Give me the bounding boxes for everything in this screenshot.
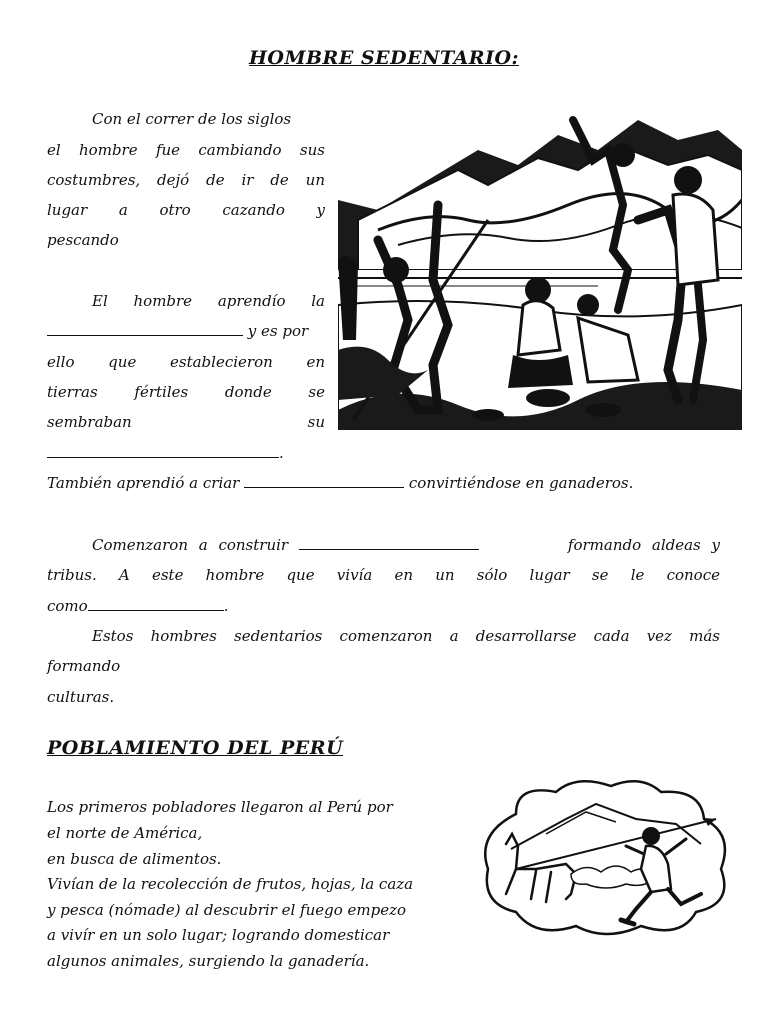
fill-blank-5[interactable]: [88, 596, 224, 611]
paragraph-5-line-2: formando: [47, 657, 121, 675]
paragraph-2-line-5: sembraban su: [47, 413, 325, 431]
fill-blank-1[interactable]: [47, 321, 243, 336]
paragraph-1-line-2: el hombre fue cambiando sus: [47, 141, 325, 159]
paragraph-1-line-3: costumbres, dejó de ir de un: [47, 171, 325, 189]
paragraph-4-line-3-before: como: [47, 597, 88, 615]
section-2-line-4: Vivían de la recolección de frutos, hojas, la caza: [47, 875, 414, 893]
fill-blank-3[interactable]: [244, 473, 404, 488]
section-2-line-2: el norte de América,: [47, 824, 203, 842]
paragraph-4-line-1-before: Comenzaron a construir: [92, 536, 299, 554]
paragraph-4-line-1: [92, 535, 720, 555]
paragraph-5-line-3: culturas.: [47, 688, 115, 706]
paragraph-2-line-2: [47, 321, 327, 341]
paragraph-1-line-1: Con el correr de los siglos: [92, 110, 292, 128]
section-2-line-5: y pesca (nómade) al descubrir el fuego empezo: [47, 901, 407, 919]
paragraph-2-line-1: El hombre aprendío la: [92, 292, 325, 310]
paragraph-3-before: También aprendió a criar: [47, 474, 245, 492]
section-2-line-6: a vivír en un solo lugar; logrando domesticar: [47, 926, 390, 944]
paragraph-2-line-6: [47, 443, 284, 463]
section-2-title: POBLAMIENTO DEL PERÚ: [47, 737, 344, 759]
paragraph-1-line-4: lugar a otro cazando y: [47, 201, 325, 219]
paragraph-4-line-1-after: formando aldeas y: [567, 536, 720, 554]
section-2-line-1: Los primeros pobladores llegaron al Perú por: [47, 798, 393, 816]
sedentary-people-illustration: [338, 110, 742, 430]
paragraph-3: [47, 473, 633, 493]
paragraph-2-line-3: ello que establecieron en: [47, 353, 325, 371]
paragraph-1-line-5: pescando: [47, 231, 119, 249]
paragraph-4-line-3: [47, 596, 228, 616]
paragraph-2-line-6-text: .: [279, 444, 284, 462]
section-2-line-3: en busca de alimentos.: [47, 850, 222, 868]
paragraph-2-line-4: tierras fértiles donde se: [47, 383, 325, 401]
paragraph-5-line-1: Estos hombres sedentarios comenzaron a desarrollarse cada vez más: [92, 627, 720, 645]
fill-blank-4[interactable]: [299, 535, 479, 550]
hunter-illustration: [476, 774, 736, 942]
paragraph-2-line-2-text: y es por: [243, 322, 309, 340]
paragraph-3-after: convirtiéndose en ganaderos.: [404, 474, 634, 492]
paragraph-4-line-3-after: .: [223, 597, 229, 615]
fill-blank-2[interactable]: [47, 443, 279, 458]
section-2-line-7: algunos animales, surgiendo la ganadería.: [47, 952, 370, 970]
paragraph-4-line-2: tribus. A este hombre que vivía en un sólo lugar se le conoce: [47, 566, 720, 584]
page-title: HOMBRE SEDENTARIO:: [248, 47, 520, 69]
